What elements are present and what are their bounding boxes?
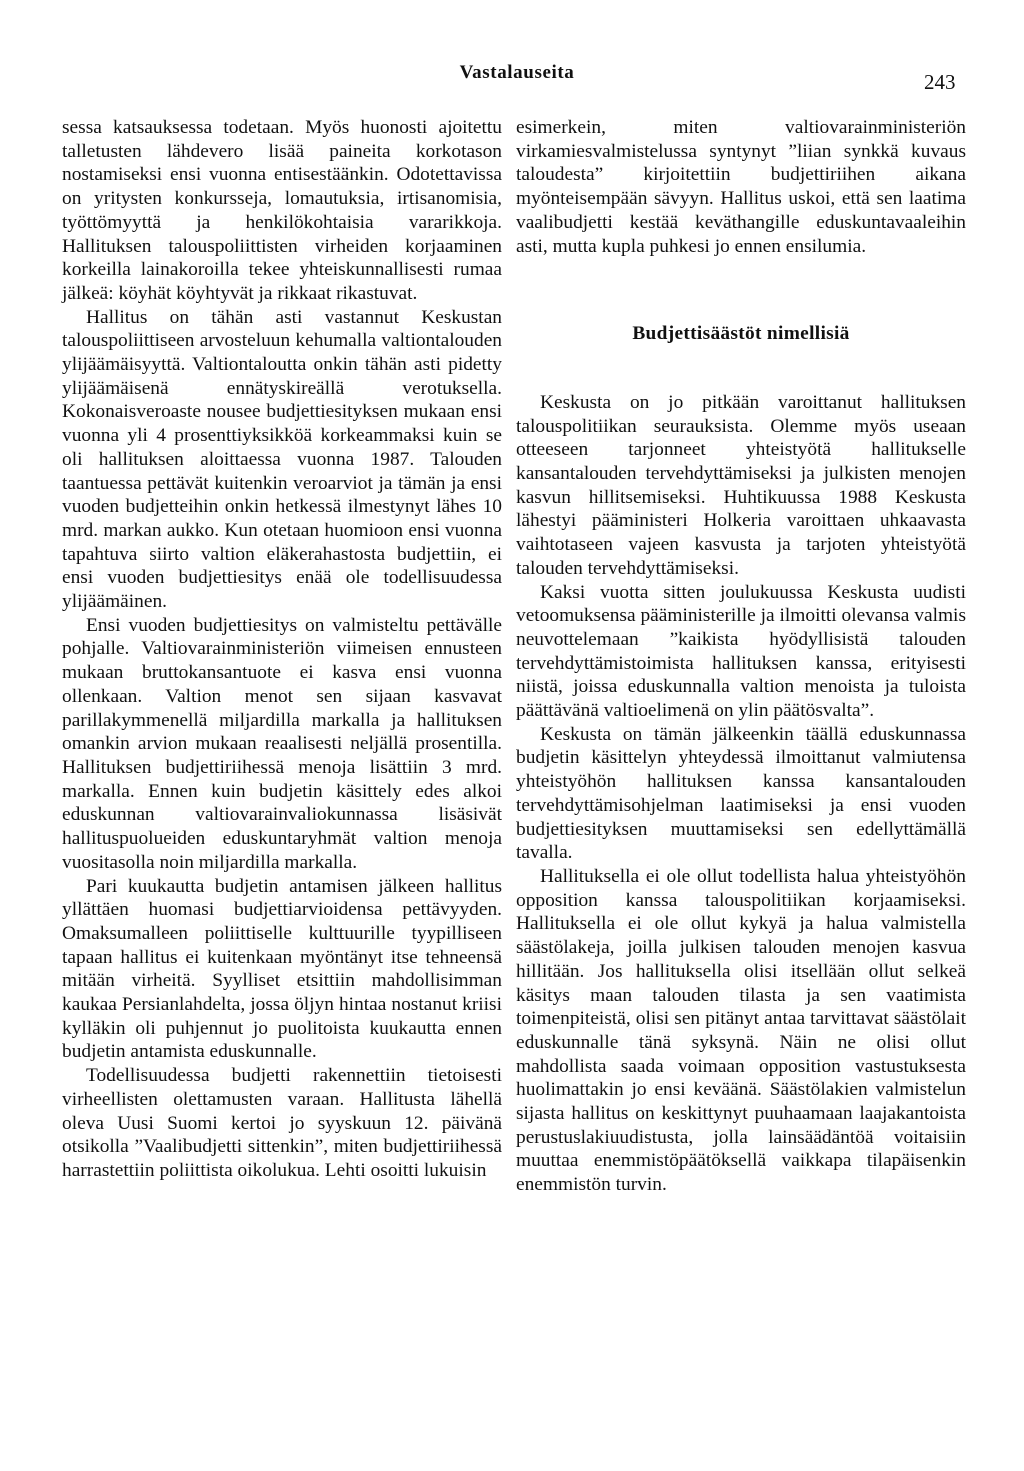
body-paragraph: Pari kuukautta budjetin antamisen jälkeen hallitus yllättäen huomasi budjettiarvioidensa pettävyyden. Omaksumalleen poliittiselle kulttuurille tyypilliseen tapaan hallitus ei kuitenkaan myöntänyt itse tehneensä mitään virheitä. Syylliset etsittiin mahdollisimman kaukaa Persianlahdelta, jossa öljyn hintaa nostanut kriisi kylläkin oli puhjennut jo puolitoista kuukautta ennen budjetin antamista eduskunnalle. [62, 875, 502, 1063]
right-column [516, 116, 966, 1197]
section-heading: Budjettisäästöt nimellisiä [632, 323, 850, 345]
running-header [0, 62, 1024, 92]
body-paragraph: Todellisuudessa budjetti rakennettiin tietoisesti virheellisten olettamusten varaan. Hallitusta lähellä oleva Uusi Suomi kertoi jo syyskuun 12. päivänä otsikolla ”Vaalibudjetti sittenkin”, miten budjettiriihessä harrastettiin poliittista oikolukua. Lehti osoitti lukuisin [62, 1065, 502, 1181]
body-paragraph: Hallituksella ei ole ollut todellista halua yhteistyöhön opposition kanssa talouspolitiikan korjaamiseksi. Hallituksella ei ole ollut kykyä ja halua valmistella säästölakeja, joilla julkisen talouden menojen kasvua hillitään. Jos hallituksella olisi itsellään ollut selkeä käsitys maan talouden tilasta ja sen vaatimista toimenpiteistä, olisi sen pitänyt antaa tarvittavat säästölait eduskunnalle tänä syksynä. Näin ne olisi ollut mahdollista saada voimaan opposition vastustuksesta huolimattakin jo ensi keväänä. Säästölakien valmistelun sijasta hallitus on keskittynyt puuhaamaan laajakantoista perustuslakiuudistusta, jolla lainsäädäntöä voitaisiin muuttaa enemmistöpäätöksellä vaikkapa tilapäisenkin enemmistön turvin. [516, 865, 966, 1196]
page-number: 243 [924, 70, 956, 94]
running-title: Vastalauseita [459, 62, 575, 83]
body-paragraph: esimerkein, miten valtiovarainministeriön virkamiesvalmistelussa syntynyt ”liian synkkä kuvaus taloudesta” kirjoitettiin budjettiriihen aikana myönteisempään sävyyn. Hallitus uskoi, että sen laatima vaalibudjetti kestää keväthangille eduskuntavaaleihin asti, mutta kupla puhkesi jo ennen ensilumia. [516, 117, 966, 257]
body-paragraph: Hallitus on tähän asti vastannut Keskustan talouspoliittiseen arvosteluun kehumalla valtiontalouden ylijäämäisyyttä. Valtiontaloutta onkin tähän asti pidetty ylijäämäisenä ennätyskireällä verotuksella. Kokonaisveroaste nousee budjettiesityksen mukaan ensi vuonna yli 4 prosenttiyksikköä korkeammaksi kuin se oli hallituksen aloittaessa vuonna 1987. Talouden taantuessa pettävät kuitenkin veroarviot ja tämän ja ensi vuoden budjetteihin onkin hetkessä ilmestynyt lähes 10 mrd. markan aukko. Kun otetaan huomioon ensi vuonna tapahtuva siirto valtion eläkerahastosta budjettiin, ei ensi vuoden budjettiesitys enää ole todellisuudessa ylijäämäinen. [62, 306, 502, 613]
body-paragraph: Keskusta on jo pitkään varoittanut hallituksen talouspolitiikan seurauksista. Olemme myös useaan otteeseen tarjonneet yhteistyötä hallitukselle kansantalouden tervehdyttämiseksi ja julkisten menojen kasvun hillitsemiseksi. Huhtikuussa 1988 Keskusta lähestyi pääministeri Holkeria varoittaen uhkaavasta vaihtotaseen vajeen kasvusta ja tarjoten yhteistyötä talouden tervehdyttämiseksi. [516, 391, 966, 579]
body-paragraph: Kaksi vuotta sitten joulukuussa Keskusta uudisti vetoomuksensa pääministerille ja ilmoitti olevansa valmis neuvottelemaan ”kaikista hyödyllisistä talouden tervehdyttämistoimista hallituksen kanssa, erityisesti niistä, joissa eduskunnalla valtion menoista ja tuloista päättävänä valtioelimenä on ylin päätösvalta”. [516, 581, 966, 722]
body-paragraph: sessa katsauksessa todetaan. Myös huonosti ajoitettu talletusten lähdevero lisää paineita korkotason nostamiseksi ensi vuonna entisestäänkin. Odotettavissa on yritysten konkursseja, lomautuksia, irtisanomisia, työttömyyttä ja henkilökohtaisia vararikkoja. Hallituksen talouspoliittisten virheiden korjaaminen korkeilla lainakoroilla tekee yhteiskunnallisesti rumaa jälkeä: köyhät köyhtyvät ja rikkaat rikastuvat. [62, 117, 502, 304]
body-paragraph: Keskusta on tämän jälkeenkin täällä eduskunnassa budjetin käsittelyn yhteydessä ilmoittanut valmiutensa yhteistyöhön hallituksen kanssa kansantalouden tervehdyttämisohjelman laatimiseksi ja ensi vuoden budjettiesityksen muuttamiseksi sen edellyttämällä tavalla. [516, 723, 966, 864]
left-column [62, 116, 502, 1183]
body-paragraph: Ensi vuoden budjettiesitys on valmisteltu pettävälle pohjalle. Valtiovarainministeriön viimeisen ennusteen mukaan bruttokansantuote ei kasva ensi vuonna ollenkaan. Valtion menot sen sijaan kasvavat parillakymmenellä miljardilla markalla ja hallituksen omankin arvion mukaan reaalisesti neljällä prosentilla. Hallituksen budjettiriihessä menoja lisättiin 3 mrd. markalla. Ennen kuin budjetin käsittely edes alkoi eduskunnan valtiovarainvaliokunnassa lisäsivät hallituspuolueiden eduskuntaryhmät valtion menoja vuositasolla noin miljardilla markalla. [62, 614, 502, 873]
